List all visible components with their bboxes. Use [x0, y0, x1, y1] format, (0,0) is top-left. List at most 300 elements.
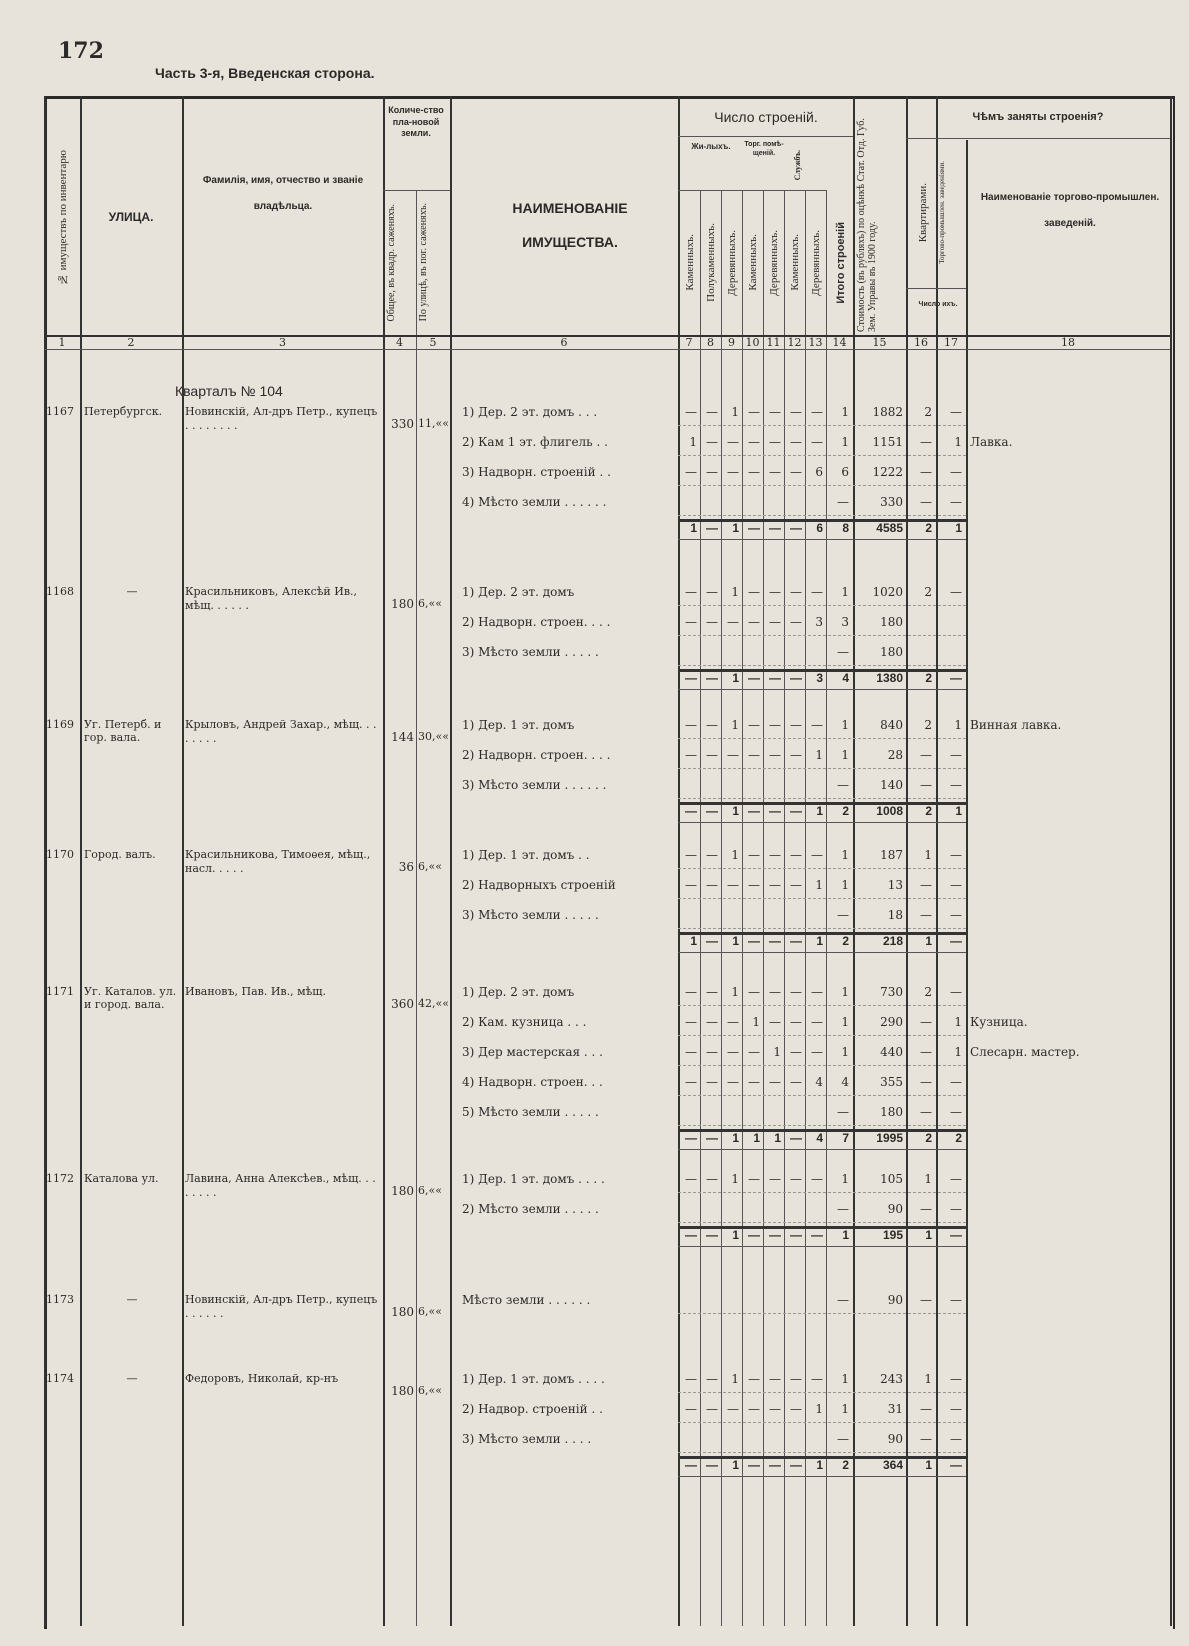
header-col4: Общее, въ квадр. саженяхъ.: [386, 203, 397, 322]
building-count: —: [727, 748, 739, 762]
sum-building-count: 1: [774, 1131, 781, 1145]
total-buildings: 1: [841, 585, 849, 599]
sum-building-count: —: [769, 1228, 781, 1242]
building-count: —: [811, 1015, 823, 1029]
value: 730: [880, 985, 903, 999]
building-count: —: [769, 465, 781, 479]
column-number: 11: [766, 336, 781, 349]
header-col17: Торгово-промышлен. заведеніями.: [938, 161, 946, 264]
building-count: 3: [815, 615, 823, 629]
building-count: 1: [752, 1015, 760, 1029]
building-count: —: [685, 1372, 697, 1386]
building-count: —: [811, 985, 823, 999]
building-count: —: [790, 615, 802, 629]
building-count: —: [790, 1015, 802, 1029]
sum-building-count: 1: [732, 1131, 739, 1145]
sum-building-count: 1: [816, 1458, 823, 1472]
building-count: —: [685, 848, 697, 862]
subheader-rule: [906, 138, 1170, 139]
building-count: 6: [815, 465, 823, 479]
building-count: —: [685, 1075, 697, 1089]
building-count: —: [727, 1402, 739, 1416]
street: Уг. Каталов. ул. и город. вала.: [84, 985, 177, 1012]
building-count: —: [748, 1172, 760, 1186]
apartments: —: [920, 748, 932, 762]
building-count: —: [727, 1045, 739, 1059]
header-col1617-sub: Число ихъ.: [918, 301, 958, 308]
item-name: 3) Мѣсто земли . . . .: [462, 1432, 592, 1446]
item-name: 2) Кам. кузница . . .: [462, 1015, 587, 1029]
total-buildings: —: [837, 1105, 849, 1119]
sum-building-count: 1: [690, 934, 697, 948]
column-number: 16: [914, 336, 928, 349]
building-count: —: [769, 405, 781, 419]
building-count: —: [748, 878, 760, 892]
building-count: —: [811, 848, 823, 862]
building-count: —: [706, 435, 718, 449]
owner: Крыловъ, Андрей Захар., мѣщ. . . . . . . .: [185, 718, 377, 745]
header-service: Службъ.: [792, 149, 802, 181]
building-count: —: [769, 848, 781, 862]
row-rule: [678, 798, 966, 799]
value: 330: [880, 495, 903, 509]
sum-apartments: 2: [925, 521, 932, 535]
column-number: 7: [685, 336, 693, 349]
building-count: —: [811, 1172, 823, 1186]
building-count: —: [685, 748, 697, 762]
building-count: —: [685, 405, 697, 419]
sum-total-buildings: 4: [842, 671, 849, 685]
apartments: 2: [924, 718, 932, 732]
row-rule: [678, 868, 966, 869]
total-buildings: 1: [841, 1015, 849, 1029]
building-count: 1: [689, 435, 697, 449]
apartments: —: [920, 1105, 932, 1119]
establishments: —: [950, 405, 962, 419]
entry-number: 1170: [46, 848, 74, 861]
building-count: —: [727, 878, 739, 892]
row-rule: [678, 1035, 966, 1036]
establishments: 1: [954, 1015, 962, 1029]
item-name: 1) Дер. 1 эт. домъ: [462, 718, 575, 732]
building-count: —: [748, 748, 760, 762]
establishment-name: Лавка.: [970, 435, 1013, 449]
total-buildings: 1: [841, 985, 849, 999]
row-rule: [678, 1452, 966, 1453]
item-name: 3) Дер мастерская . . .: [462, 1045, 603, 1059]
header-group-use: Чѣмъ заняты строенія?: [972, 111, 1104, 123]
building-count: —: [769, 435, 781, 449]
area: 180: [391, 1384, 414, 1398]
sum-total-buildings: 2: [842, 804, 849, 818]
header-col18: Наименованіе торгово-промышлен. заведеній.: [980, 192, 1160, 229]
item-name: 5) Мѣсто земли . . . . .: [462, 1105, 599, 1119]
sum-building-count: —: [706, 1458, 718, 1472]
sum-bottom-rule: [678, 822, 966, 823]
building-count: —: [706, 1075, 718, 1089]
sum-building-count: —: [685, 1131, 697, 1145]
total-buildings: 1: [841, 405, 849, 419]
sum-total-buildings: 7: [842, 1131, 849, 1145]
item-name: 3) Мѣсто земли . . . . .: [462, 645, 599, 659]
building-count: —: [790, 1372, 802, 1386]
sum-building-count: 1: [816, 804, 823, 818]
header-col13: Деревянныхъ.: [810, 229, 822, 296]
row-rule: [678, 898, 966, 899]
apartments: 2: [924, 585, 932, 599]
total-buildings: 1: [841, 748, 849, 762]
column-rule: [80, 96, 82, 1626]
building-count: —: [748, 405, 760, 419]
building-count: —: [685, 465, 697, 479]
owner: Лавина, Анна Алексѣев., мѣщ. . . . . . . .: [185, 1172, 376, 1199]
building-count: —: [727, 1015, 739, 1029]
entry-number: 1168: [46, 585, 74, 598]
building-count: —: [727, 465, 739, 479]
establishments: —: [950, 748, 962, 762]
column-rule: [1170, 96, 1172, 1626]
item-name: 2) Мѣсто земли . . . . .: [462, 1202, 599, 1216]
area: 180: [391, 1184, 414, 1198]
frontage: 6,««: [418, 1305, 442, 1318]
apartments: —: [920, 435, 932, 449]
building-count: —: [748, 985, 760, 999]
building-count: —: [748, 615, 760, 629]
header-trade: Торг. помѣ-щеній.: [744, 141, 784, 158]
sum-building-count: —: [748, 671, 760, 685]
page-number: 172: [58, 38, 104, 64]
establishments: —: [950, 848, 962, 862]
building-count: —: [790, 718, 802, 732]
column-number: 1: [58, 336, 66, 349]
total-buildings: —: [837, 1293, 849, 1307]
item-name: 1) Дер. 1 эт. домъ . . . .: [462, 1172, 605, 1186]
column-number: 14: [832, 336, 847, 349]
value: 187: [880, 848, 903, 862]
apartments: 1: [924, 1372, 932, 1386]
value: 28: [887, 748, 903, 762]
establishments: —: [950, 465, 962, 479]
building-count: —: [706, 1015, 718, 1029]
building-count: —: [769, 1075, 781, 1089]
sum-building-count: —: [769, 1458, 781, 1472]
total-buildings: —: [837, 645, 849, 659]
sum-building-count: —: [706, 934, 718, 948]
entry-number: 1173: [46, 1293, 74, 1306]
row-rule: [678, 455, 966, 456]
sum-building-count: —: [706, 521, 718, 535]
owner: Федоровъ, Николай, кр-нъ: [185, 1372, 339, 1385]
total-buildings: 3: [841, 615, 849, 629]
item-name: 4) Мѣсто земли . . . . . .: [462, 495, 607, 509]
building-count: —: [706, 1172, 718, 1186]
value: 290: [880, 1015, 903, 1029]
item-name: 2) Надворныхъ строеній: [462, 878, 616, 892]
column-rule: [182, 96, 184, 1626]
building-count: —: [727, 1075, 739, 1089]
total-buildings: 1: [841, 1172, 849, 1186]
building-count: —: [748, 718, 760, 732]
building-count: —: [769, 585, 781, 599]
building-count: 1: [773, 1045, 781, 1059]
header-bottom-rule: [44, 335, 1170, 337]
building-count: —: [769, 718, 781, 732]
sum-building-count: 1: [732, 1228, 739, 1242]
sum-apartments: 2: [925, 671, 932, 685]
sum-building-count: —: [790, 934, 802, 948]
apartments: —: [920, 908, 932, 922]
total-buildings: 1: [841, 1045, 849, 1059]
frontage: 11,««: [418, 417, 449, 430]
sum-building-count: —: [769, 521, 781, 535]
row-rule: [678, 738, 966, 739]
value: 840: [880, 718, 903, 732]
building-count: 1: [815, 878, 823, 892]
value: 440: [880, 1045, 903, 1059]
row-rule: [678, 1392, 966, 1393]
value: 31: [887, 1402, 903, 1416]
total-buildings: 1: [841, 878, 849, 892]
sum-bottom-rule: [678, 952, 966, 953]
building-count: 1: [731, 405, 739, 419]
apartments: —: [920, 1293, 932, 1307]
subheader-rule: [678, 136, 853, 137]
apartments: —: [920, 1075, 932, 1089]
building-count: —: [790, 1045, 802, 1059]
sum-building-count: —: [685, 1458, 697, 1472]
column-number: 2: [127, 336, 135, 349]
establishments: 1: [954, 435, 962, 449]
entry-number: 1172: [46, 1172, 74, 1185]
sum-apartments: 1: [925, 934, 932, 948]
building-count: —: [790, 1402, 802, 1416]
establishments: —: [950, 1202, 962, 1216]
building-count: —: [706, 585, 718, 599]
building-count: —: [811, 1045, 823, 1059]
area: 330: [391, 417, 414, 431]
building-count: 1: [731, 848, 739, 862]
building-count: 1: [731, 1372, 739, 1386]
establishment-name: Кузница.: [970, 1015, 1028, 1029]
total-buildings: 1: [841, 718, 849, 732]
building-count: —: [706, 848, 718, 862]
building-count: —: [769, 615, 781, 629]
building-count: —: [706, 1402, 718, 1416]
sum-building-count: —: [706, 1228, 718, 1242]
building-count: —: [685, 718, 697, 732]
sum-building-count: —: [685, 804, 697, 818]
building-count: —: [706, 1045, 718, 1059]
column-number: 3: [279, 336, 286, 349]
total-buildings: —: [837, 1432, 849, 1446]
building-count: —: [727, 615, 739, 629]
page-title: Часть 3-я, Введенская сторона.: [155, 65, 375, 81]
building-count: —: [685, 878, 697, 892]
row-rule: [678, 1095, 966, 1096]
row-rule: [678, 1005, 966, 1006]
sum-building-count: —: [706, 671, 718, 685]
header-col9: Деревянныхъ.: [726, 229, 738, 296]
sum-building-count: 1: [690, 521, 697, 535]
sum-apartments: 1: [925, 1458, 932, 1472]
sum-building-count: 1: [732, 804, 739, 818]
apartments: —: [920, 778, 932, 792]
column-rule: [416, 190, 417, 1626]
sum-building-count: —: [706, 804, 718, 818]
sum-building-count: —: [790, 1228, 802, 1242]
apartments: —: [920, 1432, 932, 1446]
column-number: 17: [944, 336, 958, 349]
building-count: —: [727, 435, 739, 449]
sum-value: 1995: [876, 1131, 903, 1145]
building-count: —: [706, 985, 718, 999]
owner: Красильниковъ, Алексѣй Ив., мѣщ. . . . . .: [185, 585, 358, 612]
header-col7: Каменныхъ.: [684, 234, 696, 291]
building-count: 1: [731, 1172, 739, 1186]
column-number: 10: [745, 336, 760, 349]
building-count: —: [790, 435, 802, 449]
frontage: 6,««: [418, 1184, 442, 1197]
sum-establishments: —: [950, 1228, 962, 1242]
row-rule: [678, 635, 966, 636]
row-rule: [678, 665, 966, 666]
item-name: 1) Дер. 2 эт. домъ . . .: [462, 405, 598, 419]
entry-number: 1174: [46, 1372, 74, 1385]
building-count: —: [748, 1075, 760, 1089]
sum-building-count: 3: [816, 671, 823, 685]
header-col6: НАИМЕНОВАНІЕ ИМУЩЕСТВА.: [512, 200, 628, 250]
building-count: —: [790, 1172, 802, 1186]
sum-value: 364: [882, 1458, 903, 1472]
owner: Ивановъ, Пав. Ив., мѣщ.: [185, 985, 327, 998]
column-number: 5: [429, 336, 437, 349]
apartments: —: [920, 465, 932, 479]
total-buildings: —: [837, 495, 849, 509]
sum-building-count: —: [748, 1228, 760, 1242]
value: 18: [887, 908, 903, 922]
item-name: 3) Надворн. строеній . .: [462, 465, 611, 479]
header-col2: УЛИЦА.: [108, 210, 154, 224]
building-count: —: [748, 465, 760, 479]
frontage: 30,««: [418, 730, 449, 743]
sum-total-buildings: 8: [842, 521, 849, 535]
sum-total-buildings: 2: [842, 1458, 849, 1472]
building-count: —: [790, 585, 802, 599]
header-col12: Каменныхъ.: [789, 234, 801, 291]
building-count: —: [790, 985, 802, 999]
colnum-bottom-rule: [44, 349, 1170, 350]
value: 1222: [872, 465, 903, 479]
sum-bottom-rule: [678, 689, 966, 690]
sum-building-count: —: [769, 934, 781, 948]
sum-building-count: —: [811, 1228, 823, 1242]
building-count: 1: [731, 985, 739, 999]
establishments: 1: [954, 1045, 962, 1059]
apartments: 1: [924, 1172, 932, 1186]
header-col16: Квартирами.: [917, 182, 929, 243]
area: 36: [398, 860, 414, 874]
building-count: —: [748, 435, 760, 449]
apartments: 2: [924, 405, 932, 419]
value: 1151: [872, 435, 903, 449]
building-count: —: [706, 878, 718, 892]
item-name: 1) Дер. 1 эт. домъ . . . .: [462, 1372, 605, 1386]
value: 90: [887, 1432, 903, 1446]
entry-number: 1171: [46, 985, 74, 998]
row-rule: [678, 1313, 966, 1314]
building-count: —: [706, 748, 718, 762]
column-number: 6: [560, 336, 568, 349]
building-count: —: [790, 848, 802, 862]
building-count: 4: [815, 1075, 823, 1089]
apartments: —: [920, 495, 932, 509]
sum-bottom-rule: [678, 539, 966, 540]
sum-building-count: —: [685, 1228, 697, 1242]
building-count: —: [685, 985, 697, 999]
building-count: —: [706, 718, 718, 732]
header-col8: Полукаменныхъ.: [705, 223, 717, 302]
sum-building-count: —: [748, 804, 760, 818]
row-rule: [678, 928, 966, 929]
header-group-buildings: Число строеній.: [714, 109, 818, 125]
establishments: —: [950, 1105, 962, 1119]
sum-total-buildings: 2: [842, 934, 849, 948]
apartments: —: [920, 1402, 932, 1416]
row-rule: [678, 1125, 966, 1126]
street: Город. валъ.: [84, 848, 156, 861]
building-count: —: [769, 1172, 781, 1186]
area: 360: [391, 997, 414, 1011]
building-count: —: [811, 585, 823, 599]
area: 144: [391, 730, 414, 744]
column-number: 15: [872, 336, 887, 349]
total-buildings: 1: [841, 435, 849, 449]
street: Уг. Петерб. и гор. вала.: [84, 718, 162, 745]
item-name: 2) Надвор. строеній . .: [462, 1402, 603, 1416]
building-count: —: [769, 1402, 781, 1416]
sum-building-count: —: [748, 934, 760, 948]
header-living: Жи-лыхъ.: [691, 142, 731, 151]
building-count: —: [811, 718, 823, 732]
header-col45: Количе-ство пла-новой земли.: [388, 105, 444, 139]
building-count: —: [748, 585, 760, 599]
total-buildings: —: [837, 1202, 849, 1216]
apartments: —: [920, 1202, 932, 1216]
street: —: [126, 1293, 138, 1306]
building-count: 1: [731, 718, 739, 732]
column-number: 4: [396, 336, 403, 349]
row-rule: [678, 1065, 966, 1066]
sum-bottom-rule: [678, 1149, 966, 1150]
item-name: Мѣсто земли . . . . . .: [462, 1293, 591, 1307]
sum-building-count: —: [790, 671, 802, 685]
sum-value: 4585: [876, 521, 903, 535]
building-count: —: [706, 1372, 718, 1386]
value: 180: [880, 1105, 903, 1119]
row-rule: [678, 1222, 966, 1223]
subheader-rule: [678, 190, 826, 191]
total-buildings: 1: [841, 848, 849, 862]
apartments: 1: [924, 848, 932, 862]
sum-building-count: 4: [816, 1131, 823, 1145]
header-col5: По улицѣ, въ пог. саженяхъ.: [418, 203, 429, 322]
sum-building-count: 1: [732, 671, 739, 685]
value: 1020: [872, 585, 903, 599]
row-rule: [678, 485, 966, 486]
sum-total-buildings: 1: [842, 1228, 849, 1242]
column-number: 13: [808, 336, 823, 349]
sum-establishments: —: [950, 934, 962, 948]
